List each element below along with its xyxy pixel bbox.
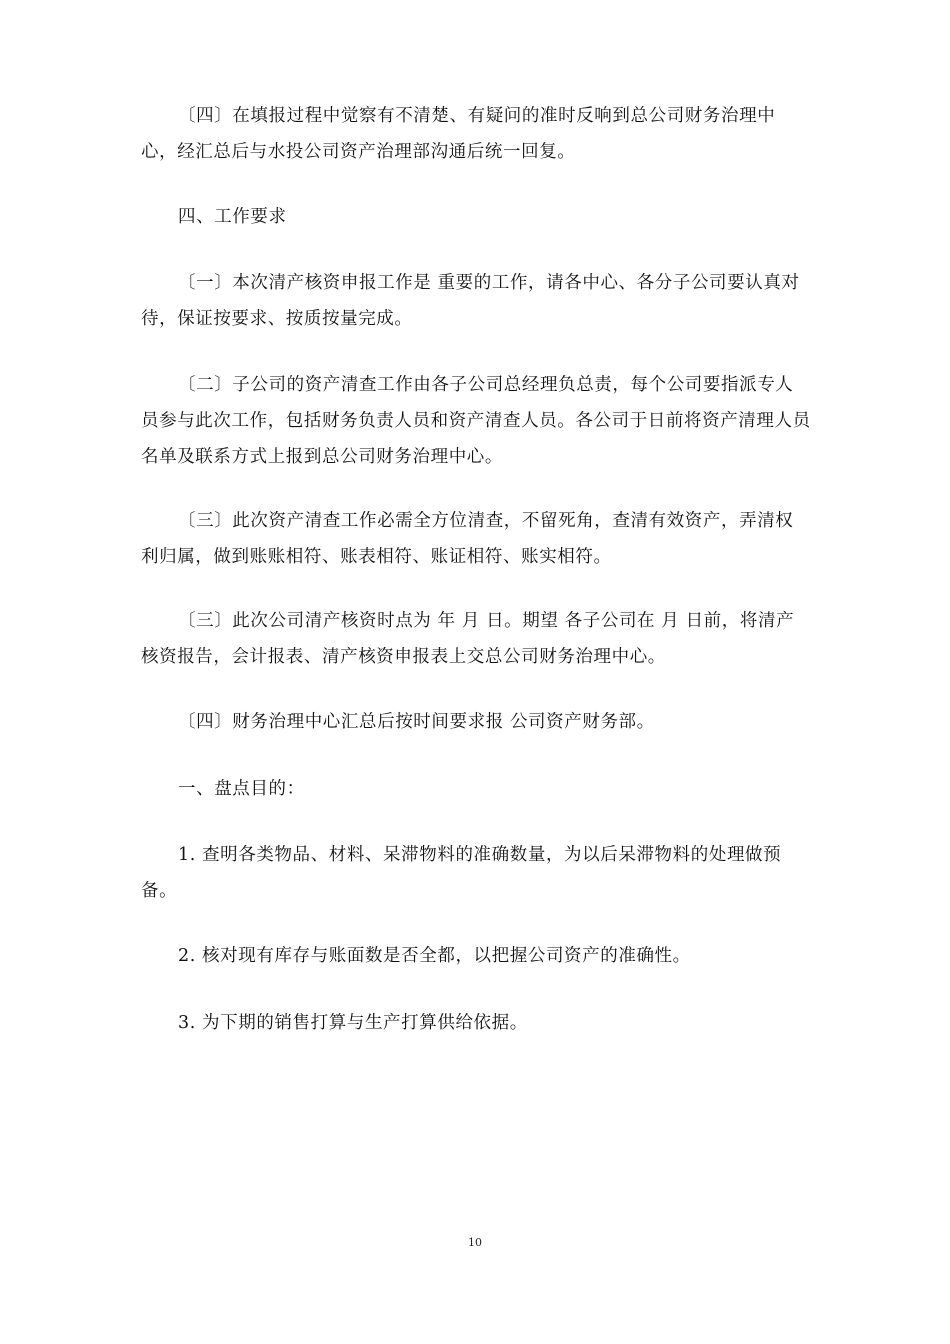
paragraph-requirement-1: 〔一〕本次清产核资申报工作是 重要的工作，请各中心、各分子公司要认真对待，保证按要求、按质按量完成。 [141, 273, 800, 329]
paragraph-requirement-2: 〔二〕子公司的资产清查工作由各子公司总经理负总责，每个公司要指派专人员参与此次工作，包括财务负责人员和资产清查人员。各公司于日前将资产清理人员名单及联系方式上报到总公司财务治理中心。 [141, 375, 811, 467]
paragraph-requirement-3: 〔三〕此次资产清查工作必需全方位清查，不留死角，查清有效资产，弄清权利归属，做到账账相符、账表相符、账证相符、账实相符。 [141, 511, 794, 567]
section-heading-inventory-purpose: 一、盘点目的： [178, 779, 305, 799]
paragraph-requirement-3b: 〔三〕此次公司清产核资时点为 年 月 日。期望 各子公司在 月 日前，将清产核资报告，会计报表、清产核资申报表上交总公司财务治理中心。 [141, 611, 795, 667]
list-item-purpose-3: 3. 为下期的销售打算与生产打算供给依据。 [178, 1013, 528, 1033]
section-heading-work-requirements: 四、工作要求 [178, 207, 287, 227]
list-item-purpose-1: 1. 查明各类物品、材料、呆滞物料的准确数量，为以后呆滞物料的处理做预备。 [141, 845, 782, 901]
paragraph-report-issues: 〔四〕在填报过程中觉察有不清楚、有疑问的准时反响到总公司财务治理中心，经汇总后与水投公司资产治理部沟通后统一回复。 [141, 106, 776, 162]
page-number: 10 [468, 1236, 482, 1249]
list-item-purpose-2: 2. 核对现有库存与账面数是否全都，以把握公司资产的准确性。 [178, 946, 691, 966]
paragraph-requirement-4: 〔四〕财务治理中心汇总后按时间要求报 公司资产财务部。 [178, 712, 655, 732]
